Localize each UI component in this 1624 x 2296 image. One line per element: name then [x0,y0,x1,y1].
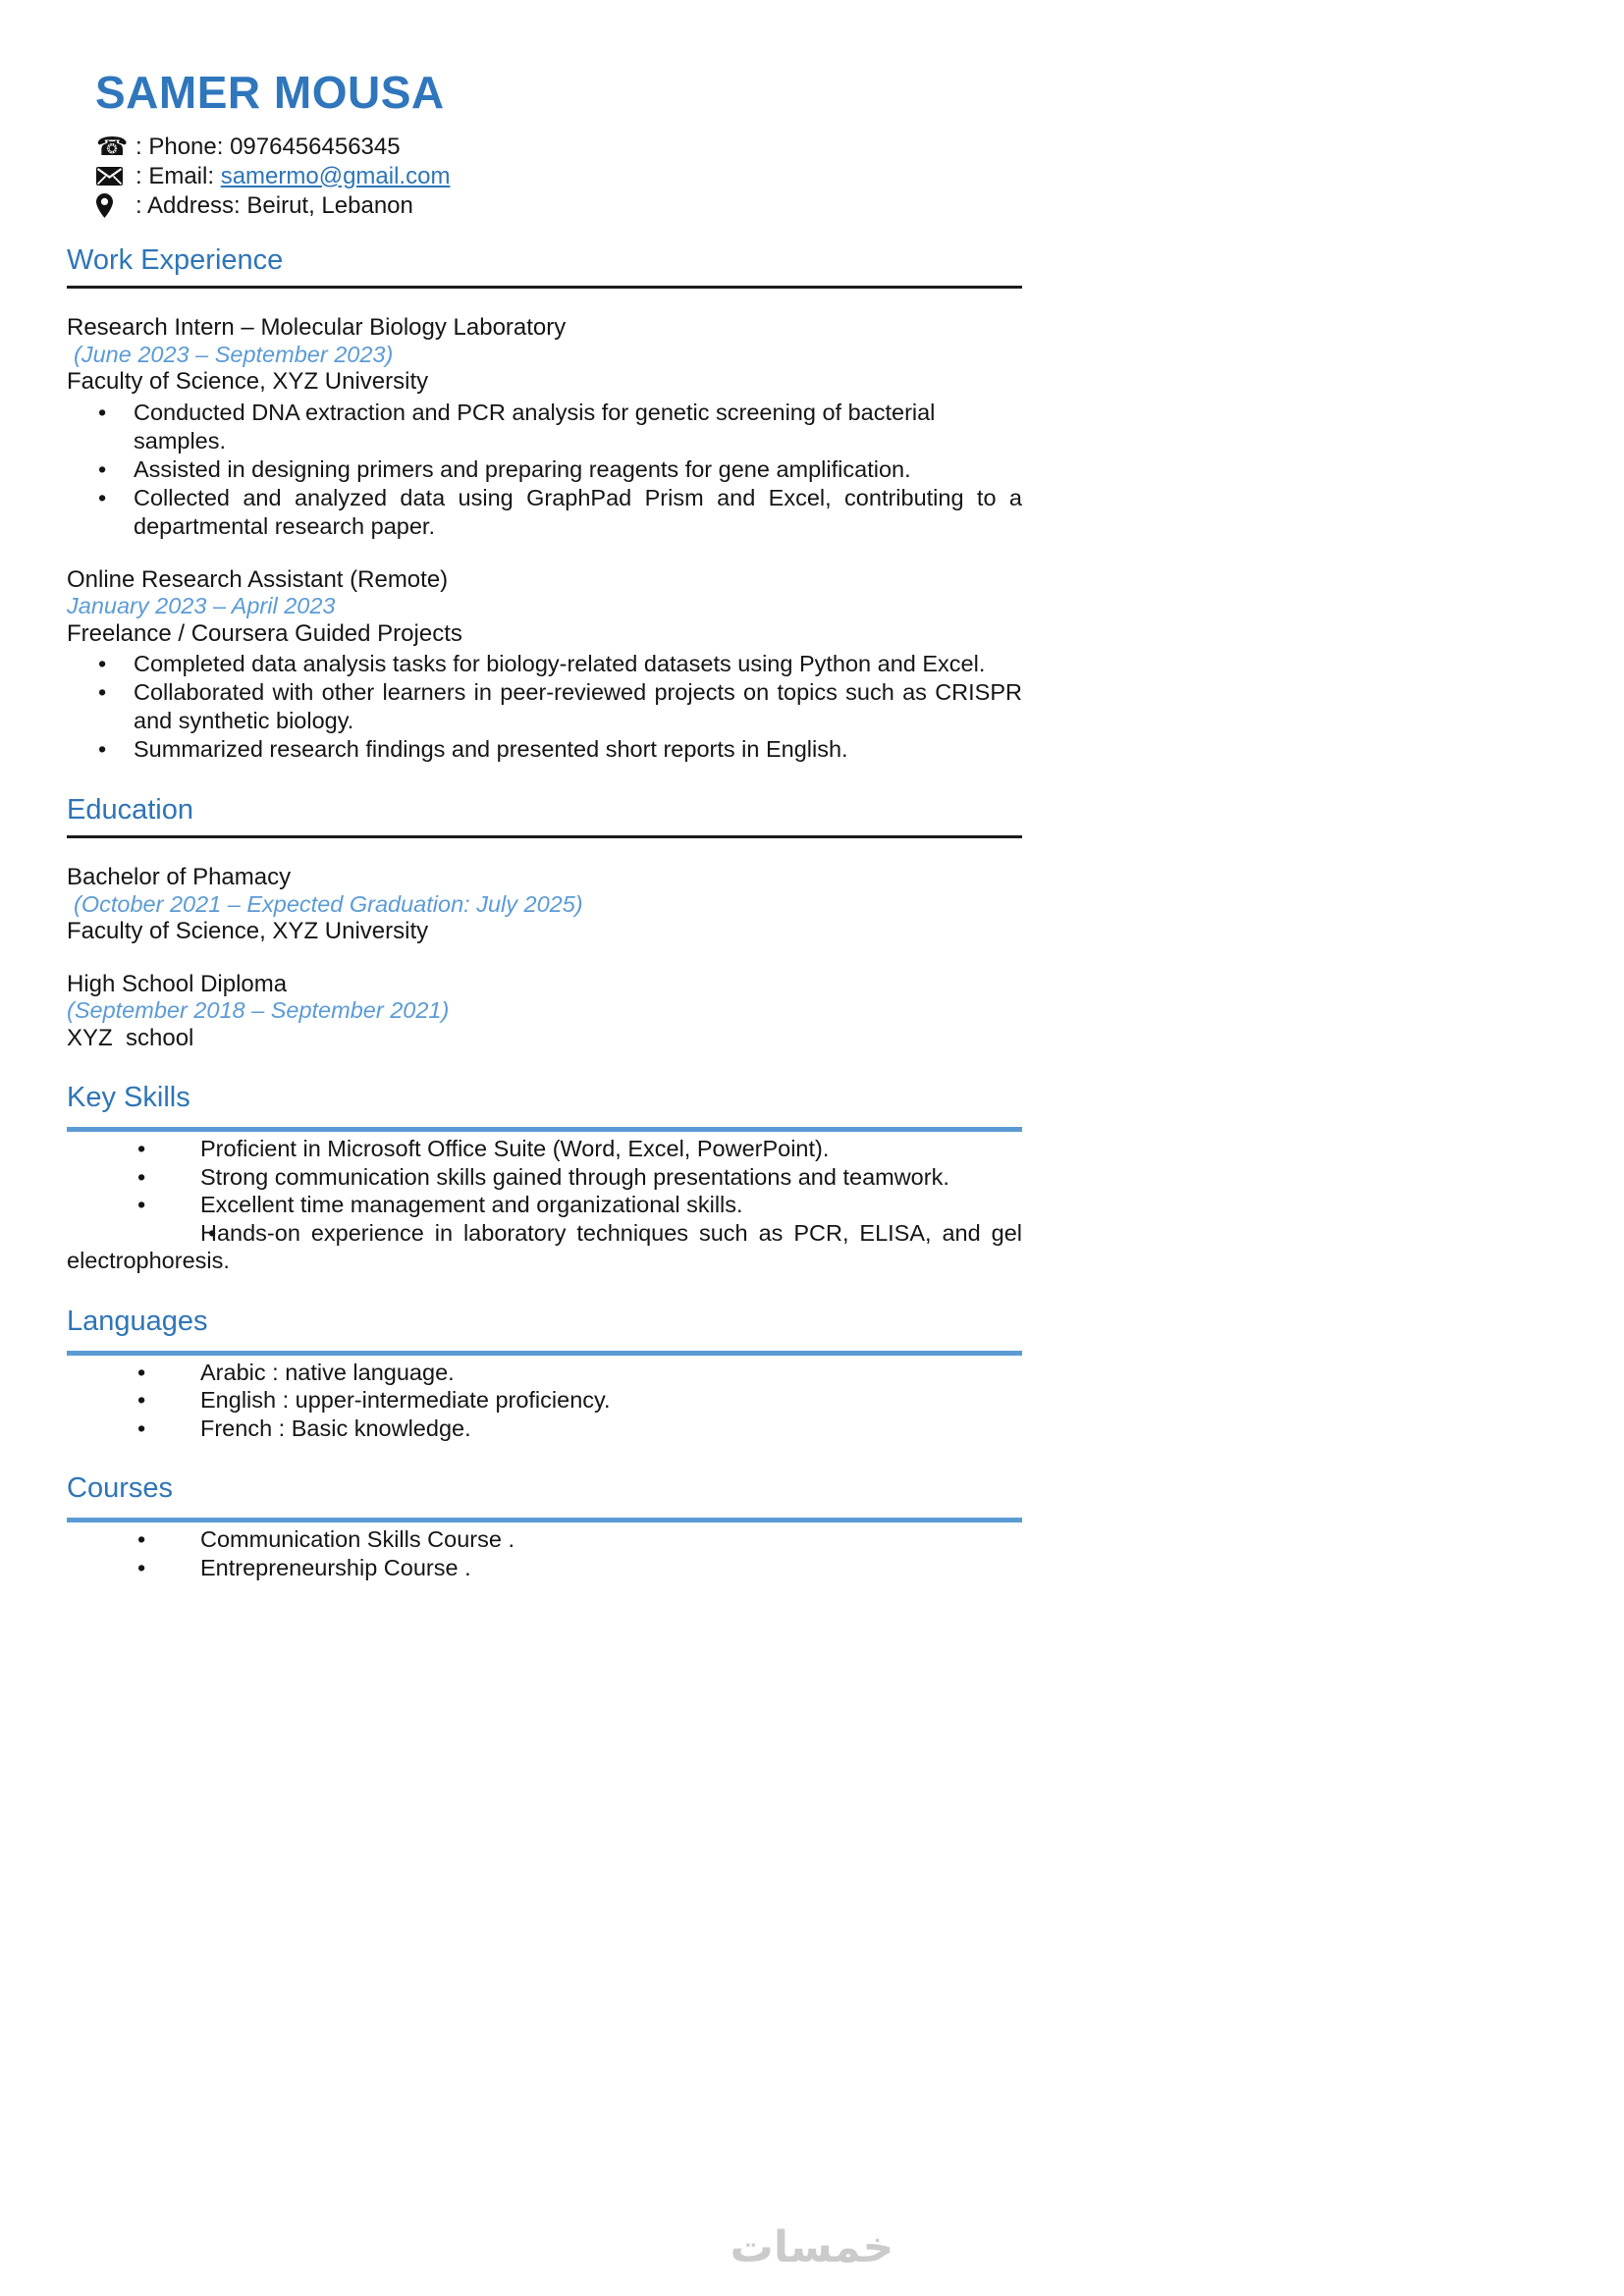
job-entry-2 [67,566,1022,765]
job-title: Research Intern – Molecular Biology Laboratory [67,314,567,341]
language-item: • English : upper-intermediate proficiency. [67,1386,1022,1415]
education-divider [67,835,1022,838]
education-section [67,793,1022,1051]
work-experience-section [67,243,1022,764]
bullet-item: • Collected and analyzed data using GraphPad Prism and Excel, contributing to a departmental research paper. [67,484,1022,541]
email-label: : Email: [135,162,221,189]
languages-divider [67,1351,1022,1356]
resume-content [67,59,1022,1581]
degree-title: Bachelor of Phamacy [67,864,292,890]
job-title: Online Research Assistant (Remote) [67,565,449,593]
email-icon [96,167,135,186]
contact-block [96,133,1022,220]
key-skills-section [67,1081,1022,1275]
skill-item: • Proficient in Microsoft Office Suite (Word, Excel, PowerPoint). [67,1135,1022,1163]
languages-section [67,1305,1022,1443]
phone-text: : Phone: 0976456456345 [135,133,401,160]
courses-section [67,1471,1022,1581]
skill-item: • Strong communication skills gained through presentations and teamwork. [67,1163,1022,1192]
job-entry-1 [67,314,1022,541]
email-text [135,163,450,190]
person-name: SAMER MOUSA [95,67,445,118]
skill-item: • Hands-on experience in laboratory techniques such as PCR, ELISA, and gel electrophoresis. [67,1219,1022,1275]
course-item: • Communication Skills Course . [67,1525,1022,1554]
bullet-item: • Completed data analysis tasks for biology-related datasets using Python and Excel. [67,650,1022,678]
skill-item: • Excellent time management and organizational skills. [67,1191,1022,1219]
education-entry-1 [67,864,1022,945]
languages-heading: Languages [67,1305,208,1337]
bullet-item: • Summarized research findings and presented short reports in English. [67,735,1022,764]
degree-title: High School Diploma [67,970,288,997]
bullet-item: • Collaborated with other learners in peer-reviewed projects on topics such as CRISPR and synthetic biology. [67,678,1022,735]
email-link[interactable]: samermo@gmail.com [220,162,451,189]
work-divider [67,286,1022,289]
language-item: • French : Basic knowledge. [67,1415,1022,1443]
course-item: • Entrepreneurship Course . [67,1554,1022,1582]
degree-institution: XYZ school [67,1024,194,1051]
job-dates: (June 2023 – September 2023) [74,341,394,367]
education-heading: Education [67,794,193,826]
location-pin-icon [96,193,135,218]
phone-icon: ☎ [96,132,129,162]
job-dates: January 2023 – April 2023 [67,593,336,618]
skills-heading: Key Skills [67,1082,190,1113]
job-organization: Freelance / Coursera Guided Projects [67,619,462,647]
language-item: • Arabic : native language. [67,1359,1022,1387]
skills-divider [67,1127,1022,1132]
courses-heading: Courses [67,1472,173,1504]
courses-divider [67,1518,1022,1522]
job-bullet-list [67,399,1022,541]
courses-list [67,1525,1022,1581]
bullet-item: • Conducted DNA extraction and PCR analysis for genetic screening of bacterial samples. [67,399,1022,455]
languages-list [67,1359,1022,1443]
job-organization: Faculty of Science, XYZ University [67,368,429,395]
email-row [96,162,1022,190]
work-heading: Work Experience [67,244,284,276]
degree-dates: (October 2021 – Expected Graduation: July 2025) [74,890,583,917]
education-entry-2 [67,971,1022,1052]
degree-institution: Faculty of Science, XYZ University [67,918,429,944]
job-bullet-list [67,650,1022,764]
address-text: : Address: Beirut, Lebanon [135,191,413,219]
skills-list [67,1135,1022,1275]
degree-dates: (September 2018 – September 2021) [67,997,450,1023]
address-row [96,191,1022,220]
phone-row [96,133,1022,161]
khamsat-watermark: خمسات [730,2222,894,2272]
bullet-item: • Assisted in designing primers and preparing reagents for gene amplification. [67,455,1022,484]
